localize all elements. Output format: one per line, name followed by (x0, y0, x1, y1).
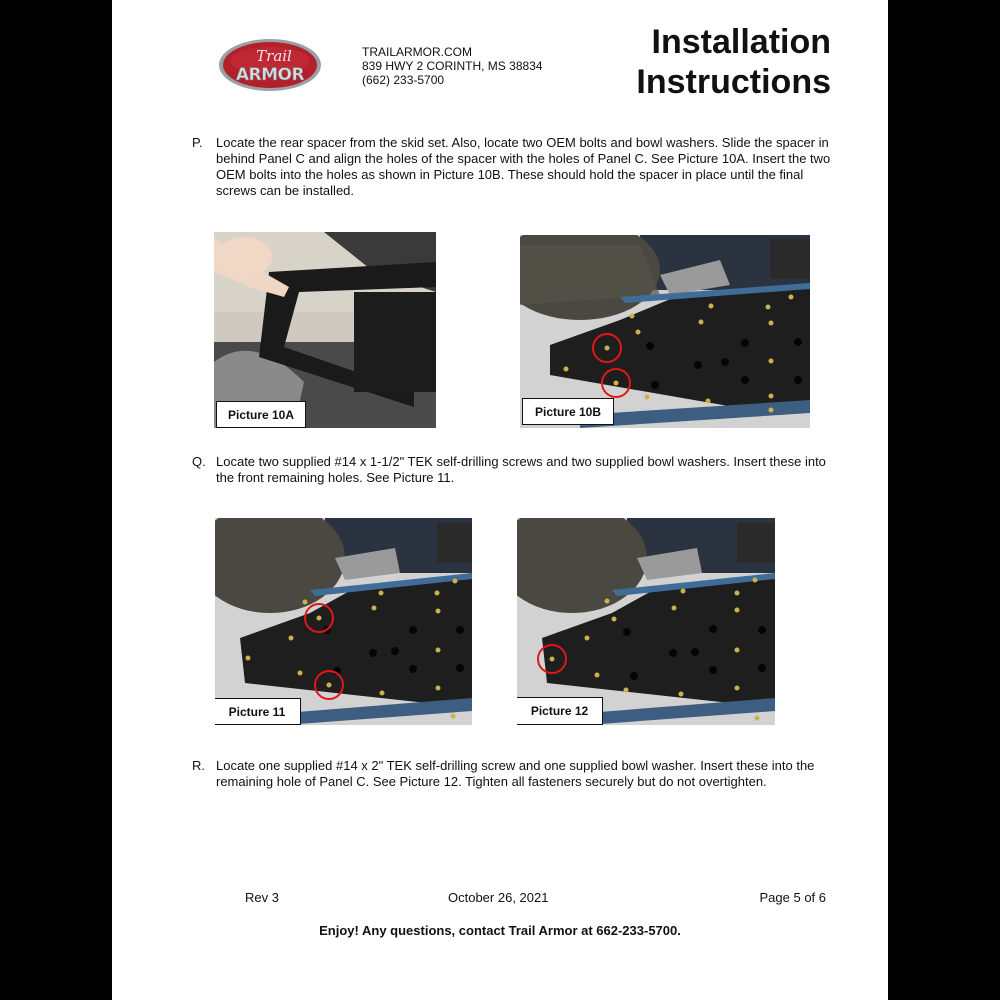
company-website: TRAILARMOR.COM (362, 45, 473, 59)
picture-10a (214, 232, 436, 428)
step-q (192, 454, 832, 486)
step-text: Locate two supplied #14 x 1-1/2" TEK self-drilling screws and two supplied bowl washers. Insert these into the front remaining holes. See Picture 11. (216, 454, 826, 485)
company-street: 839 HWY 2 CORINTH, MS 38834 (362, 59, 543, 73)
picture-12 (517, 518, 775, 725)
document-page (112, 0, 888, 1000)
footer-revision: Rev 3 (245, 890, 279, 905)
step-letter: Q. (192, 454, 206, 469)
title-line-2: Instructions (636, 63, 831, 101)
svg-text:Trail: Trail (256, 47, 292, 65)
step-text: Locate one supplied #14 x 2" TEK self-drilling screw and one supplied bowl washer. Insert these into the remaining hole of Panel C. See Picture 12. Tighten all fasteners securely but do not overtighten. (216, 758, 815, 789)
svg-text:ARMOR: ARMOR (235, 65, 305, 85)
company-address (362, 45, 543, 87)
step-letter: P. (192, 135, 203, 150)
page-title (636, 22, 831, 102)
step-r (192, 758, 832, 790)
picture-10b (520, 235, 810, 428)
picture-caption: Picture 12 (517, 697, 603, 725)
footer-date: October 26, 2021 (448, 890, 549, 905)
title-line-1: Installation (651, 23, 831, 61)
trail-armor-logo (218, 37, 322, 92)
company-phone: (662) 233-5700 (362, 73, 445, 87)
step-text: Locate the rear spacer from the skid set. Also, locate two OEM bolts and bowl washers. Slide the spacer in behind Panel C and align the holes of the spacer with the holes of Panel C. See Picture 10A. Insert the two OEM bolts into the holes as shown in Picture 10B. These should hold the spacer in place until the final screws can be installed. (216, 135, 831, 198)
picture-caption: Picture 10B (522, 398, 614, 425)
step-p (192, 135, 832, 199)
step-letter: R. (192, 758, 205, 773)
footer-page-number: Page 5 of 6 (759, 890, 826, 905)
picture-caption: Picture 10A (216, 401, 306, 428)
picture-caption: Picture 11 (215, 698, 301, 725)
footer-contact: Enjoy! Any questions, contact Trail Armor at 662-233-5700. (319, 923, 681, 938)
picture-11 (215, 518, 472, 725)
